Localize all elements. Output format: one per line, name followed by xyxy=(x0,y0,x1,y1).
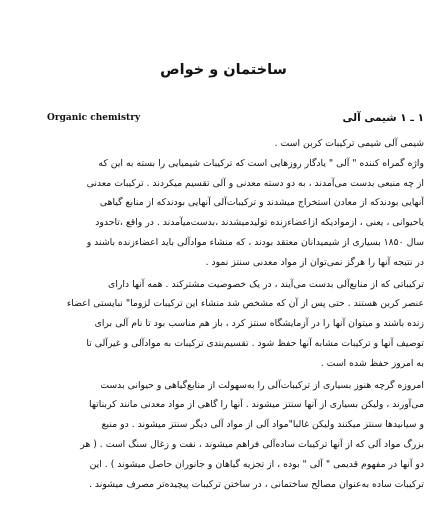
paragraph-2 xyxy=(22,275,424,374)
text-line: امروزه گرچه هنوز بسیاری از ترکیبات‌آلی را به‌سهولت از منابع‌گیاهی و حیوانی بدست xyxy=(100,379,424,391)
text-line: به امروز حفظ شده است . xyxy=(320,357,424,369)
section-title-persian: ۱ ـ ۱ شیمی آلی xyxy=(342,112,424,124)
paragraph-1 xyxy=(22,134,424,273)
text-line: شیمی آلی شیمی ترکیبات کربن است . xyxy=(274,138,424,149)
paragraph-3 xyxy=(22,376,424,495)
text-line: ترکیبات ساده به‌عنوان مصالح ساختمانی ، در ساختن ترکیبات پیچیده‌تر مصرف میشوند . xyxy=(88,478,424,490)
text-line: توصیف آنها و ترکیبات مشابه آنها حفظ شود . تقسیم‌بندی ترکیبات به موادآلی و غیرآلی تا xyxy=(86,337,424,349)
text-line: ترکیباتی که از منابع‌آلی بدست می‌آیند ، در یک خصوصیت مشترکند . همه آنها دارای xyxy=(108,278,424,290)
body-text xyxy=(22,134,424,494)
page-title: ساختمان و خواص xyxy=(160,62,287,78)
text-line: دو آنها در مفهوم قدیمی " آلی " بوده ، از تجزیه گیاهان و جانوران حاصل میشوند ) . این xyxy=(89,458,424,470)
text-line: از چه منبعی بدست می‌آمدند ، به دو دسته معدنی و آلی تقسیم میکردند . ترکیبات معدنی xyxy=(86,177,424,189)
text-line: یاحیوانی ، یعنی ، ازموادیکه ازاعضا‌ءزنده تولیدمیشدند ،بدست‌میآمدند . در واقع ،تاحدود xyxy=(95,217,424,229)
text-line: آنهایی بودندکه از معادن استخراج میشدند و ترکیبات‌آلی آنهایی بودندکه از منابع گیاهی xyxy=(99,197,424,209)
text-line: در نتیجه آنها را هرگز نمی‌توان از مواد معدنی سنتز نمود . xyxy=(205,256,424,268)
section-heading xyxy=(22,112,424,132)
text-line: و سیانیدها سنتز میکنند ولیکن غالبا"مواد آلی از مواد آلی دیگر سنتز میشوند . دو منبع xyxy=(101,419,424,431)
text-line: بزرگ مواد آلی که از آنها ترکیبات ساده‌آلی فراهم میشوند ، نفت و زغال سنگ است . ( هر xyxy=(80,438,424,450)
text-line: عنصر کربن هستند . حتی پس از آن که مشخص شد منشاء این ترکیبات لزوما" نبایستی اعضاء xyxy=(66,298,424,310)
section-title-english: Organic chemistry xyxy=(47,113,141,123)
text-line: زنده باشند و میتوان آنها را در آزمایشگاه سنتز کرد ، باز هم مناسب بود تا نام آلی برای xyxy=(94,318,424,330)
text-line: سال ۱۸۵۰ بسیاری از شیمیدانان معتقد بودند ، که منشاء موادآلی باید اعضاءزنده باشند و xyxy=(86,236,424,248)
text-line: واژه گمراه کننده " آلی " یادگار روزهایی است که ترکیبات شیمیایی را بسته به این که xyxy=(98,157,424,169)
text-line: می‌آورند ، ولیکن بسیاری از آنها سنتز میشوند . آنها را گاهی از مواد معدنی مانند کربناتها xyxy=(89,399,424,411)
